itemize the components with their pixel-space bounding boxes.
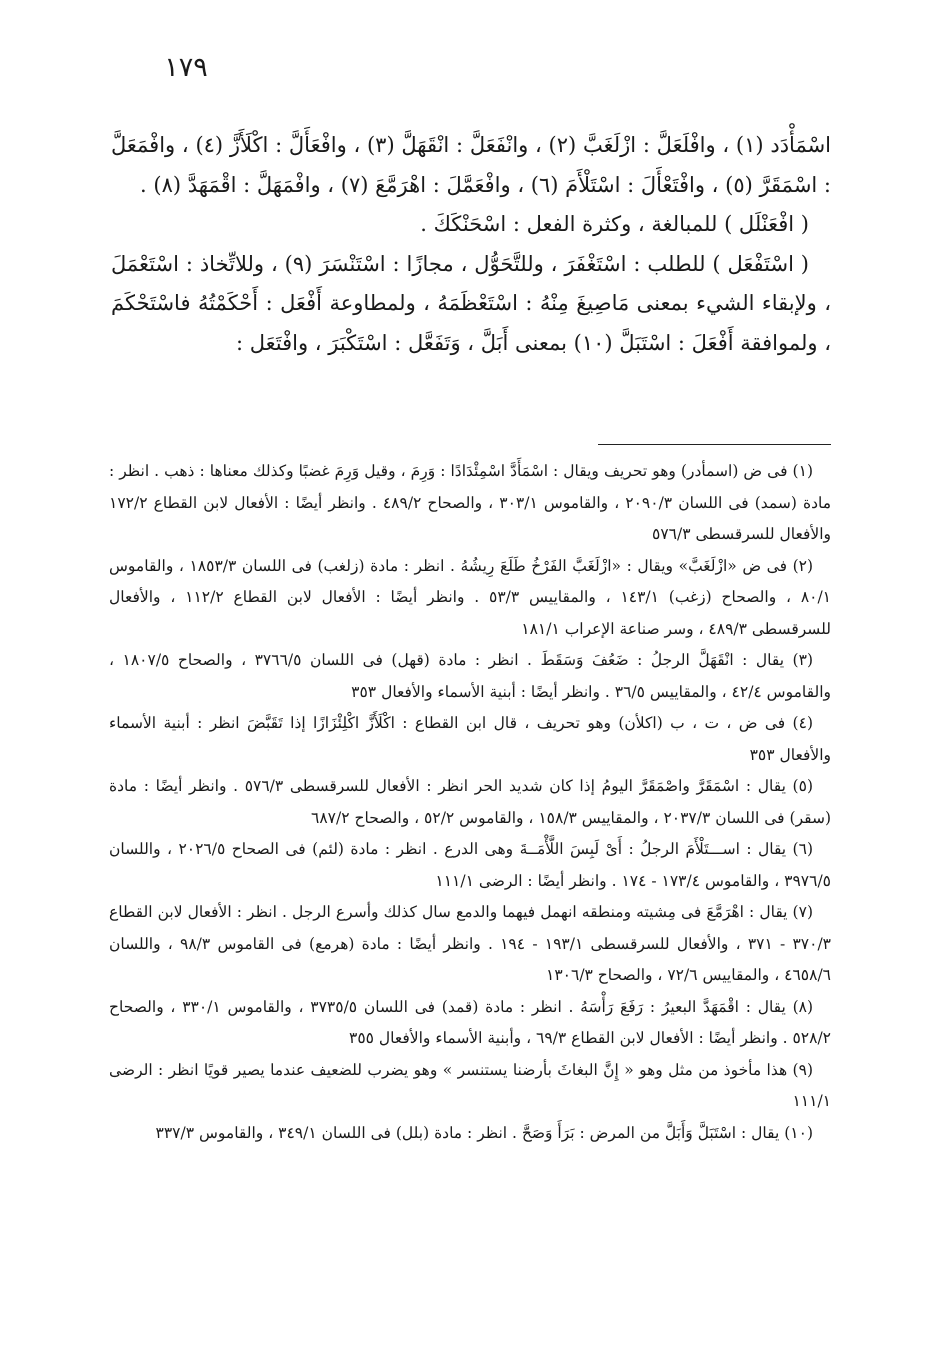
main-paragraph: ( اسْتَفْعَل ) للطلب : اسْتَغْفَرَ ، وللتَّحَوُّل ، مجازًا : اسْتَنْسَرَ (٩) ، وللاتِّخاذ : اسْتَعْمَلَ ، ولإبقاء الشيء بمعنى مَاصِيغَ مِنْهُ : اسْتَعْظَمَهُ ، ولمطاوعة أَفْعَل : أَحْكَمْتُهُ فاسْتَحْكَمَ ، ولموافقة أَفْعَلَ : اسْتَبَلَّ (١٠) بمعنى أَبَلَّ ، وَتَفَعَّل : اسْتَكْبَرَ ، وافْتَعَل : [111,251,831,355]
main-paragraph: ( افْعَنْلَل ) للمبالغة ، وكثرة الفعل : اسْحَنْكَكَ . [420,212,809,236]
footnote-separator [598,444,831,445]
footnote: (٣) يقال : انْقَهَلَّ الرجلُ : ضَعُفَ وَسَقَطَ . انظر : مادة (قهل) فى اللسان ٣٧٦٦/٥ ، والصحاح ١٨٠٧/٥ ، والقاموس ٤٢/٤ ، والمقاييس ٣٦/٥ . وانظر أيضًا : أبنية الأسماء والأفعال ٣٥٣ [109,651,831,701]
footnote: (٢) فى ض «ازْلَغَبَّ» ويقال : «ازْلَغَبَّ الفَرْخُ طَلَعَ رِيشُهُ . انظر : مادة (زلغب) فى اللسان ١٨٥٣/٣ ، والقاموس ٨٠/١ ، والصحاح (زغب) ١٤٣/١ ، والمقاييس ٥٣/٣ . وانظر أيضًا : الأفعال لابن القطاع ١١٢/٢ ، والأفعال للسرقسطى ٤٨٩/٣ ، وسر صناعة الإعراب ١٨١/١ [109,556,832,638]
footnote: (٨) يقال : اقْمَهَدَّ البعيرُ : رَفَعَ رَأْسَهُ . انظر : مادة (قمد) فى اللسان ٣٧٣٥/٥ ، والقاموس ٣٣٠/١ ، والصحاح ٥٢٨/٢ . وانظر أيضًا : الأفعال لابن القطاع ٦٩/٣ ، وأبنية الأسماء والأفعال ٣٥٥ [109,997,831,1047]
footnote: (٩) هذا مأخوذ من مثل وهو « إِنَّ البغاثَ بأرضنا يستنسر » وهو يضرب للضعيف عندما يصير قويًا انظر : الرضى ١١١/١ [109,1060,831,1110]
footnote: (١) فى ض (اسمأدر) وهو تحريف ويقال : اسْمَأَدَّ اسْمِئْدَادًا : وَرِمَ ، وقيل وَرِمَ غضبًا وكذلك معناها : ذهب . انظر : مادة (سمد) فى اللسان ٢٠٩٠/٣ ، والقاموس ٣٠٣/١ ، والصحاح ٤٨٩/٢ . وانظر أيضًا : الأفعال لابن القطاع ١٧٢/٢ والأفعال للسرقسطى ٥٧٦/٣ [109,462,832,543]
footnotes [109,456,831,1149]
footnote: (٤) فى ض ، ت ، ب (اكلأن) وهو تحريف ، قال ابن القطاع : اكْلَأَزَّ اكْلِئْزَازًا إذا تَقَبَّضَ انظر : أبنية الأسماء والأفعال ٣٥٣ [109,714,831,764]
main-text [111,126,831,363]
footnote: (٦) يقال : اســـتَلْأَمَ الرجلُ : أَىْ لَبِسَ اللَّأْمَــةَ وهى الدرع . انظر : مادة (لئم) فى الصحاح ٢٠٢٦/٥ ، واللسان ٣٩٧٦/٥ ، والقاموس ١٧٣/٤ - ١٧٤ . وانظر أيضًا : الرضى ١١١/١ [109,840,831,890]
page-number: ١٧٩ [164,52,208,83]
footnote: (٥) يقال : اسْمَقَرَّ واصْمَقَرَّ اليومُ إذا كان شديد الحر انظر : الأفعال للسرقسطى ٥٧٦/٣ . وانظر أيضًا : مادة (سقر) فى اللسان ٢٠٣٧/٣ ، والمقاييس ١٥٨/٣ ، والقاموس ٥٢/٢ ، والصحاح ٦٨٧/٢ [109,777,831,827]
main-paragraph: اسْمَأْدَد (١) ، وافْلَعَلَّ : ازْلَغَبَّ (٢) ، وانْفَعَلَّ : انْقَهَلَّ (٣) ، وافْعَأَلَّ : اكْلَأَزَّ (٤) ، وافْمَعَلَّ : اسْمَقَرَّ (٥) ، وافْتَعْأَلَ : اسْتَلْأَمَ (٦) ، وافْعَمَّلَ : اهْرَمَّعَ (٧) ، وافْمَهَلَّ : اقْمَهَدَّ (٨) . [111,133,832,197]
footnote: (١٠) يقال : اسْتَبَلَّ وَأَبَلَّ من المرض : بَرَأَ وَصَحَّ . انظر : مادة (بلل) فى اللسان ٣٤٩/١ ، والقاموس ٣٣٧/٣ [155,1123,813,1142]
footnote: (٧) يقال : اهْرَمَّعَ فى مِشيته ومنطقه انهمل فيهما والدمع سال كذلك وأسرع الرجل . انظر : الأفعال لابن القطاع ٣٧٠/٣ - ٣٧١ ، والأفعال للسرقسطى ١٩٣/١ - ١٩٤ . وانظر أيضًا : مادة (هرمع) فى القاموس ٩٨/٣ ، واللسان ٤٦٥٨/٦ ، والمقاييس ٧٢/٦ ، والصحاح ١٣٠٦/٣ [109,903,832,984]
